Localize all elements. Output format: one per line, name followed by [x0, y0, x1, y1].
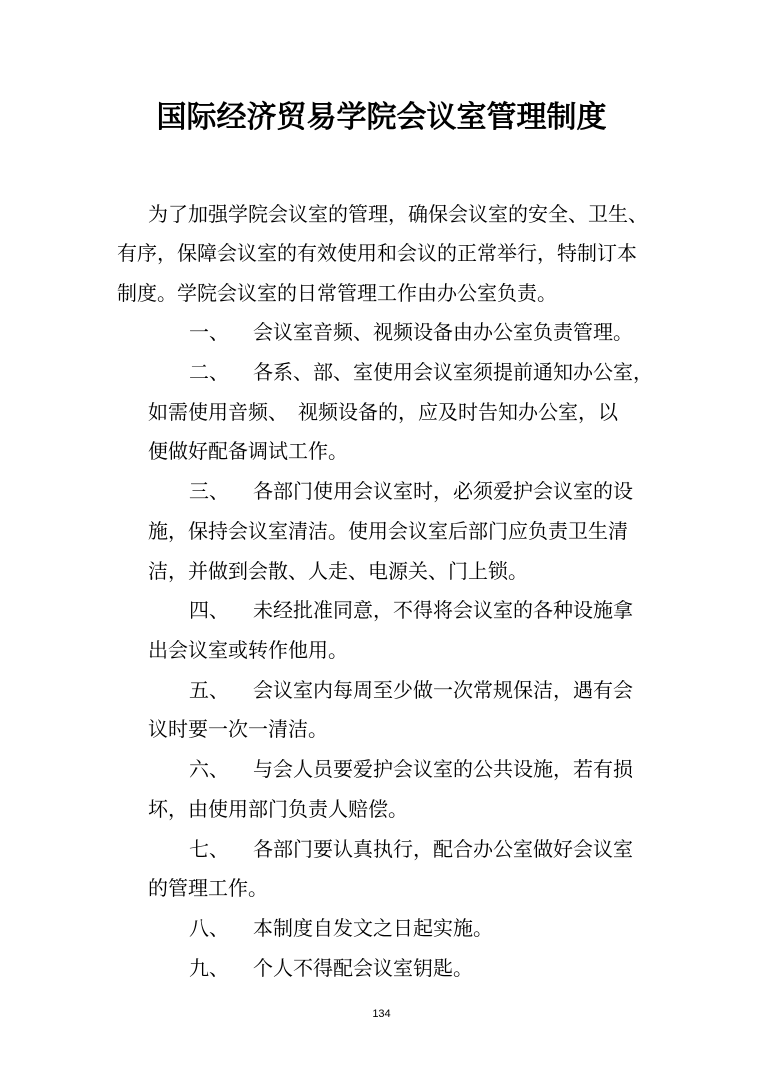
item-number: 四、	[189, 598, 229, 622]
item-4-line-2: 出会议室或转作他用。	[148, 638, 348, 662]
list-item-5	[189, 677, 633, 703]
page-number: 134	[372, 1008, 391, 1020]
list-item-1	[189, 319, 633, 345]
intro-line-1: 为了加强学院会议室的管理，确保会议室的安全、卫生、	[148, 202, 648, 226]
item-number: 三、	[189, 479, 229, 503]
item-text: 各部门使用会议室时，必须爱护会议室的设	[253, 479, 633, 503]
item-text: 本制度自发文之日起实施。	[253, 916, 493, 940]
item-number: 九、	[189, 956, 229, 980]
list-item-9	[189, 955, 473, 981]
item-number: 五、	[189, 678, 229, 702]
item-number: 六、	[189, 757, 229, 781]
item-text: 与会人员要爱护会议室的公共设施，若有损	[253, 757, 633, 781]
item-2-line-3: 便做好配备调试工作。	[148, 439, 348, 463]
list-item-7	[189, 836, 633, 862]
item-number: 二、	[189, 360, 229, 384]
item-3-line-3: 洁，并做到会散、人走、电源关、门上锁。	[148, 559, 528, 583]
intro-line-2: 有序，保障会议室的有效使用和会议的正常举行，特制订本	[117, 241, 637, 265]
list-item-2	[189, 359, 653, 385]
item-3-line-2: 施，保持会议室清洁。使用会议室后部门应负责卫生清	[148, 519, 628, 543]
page-title: 国际经济贸易学院会议室管理制度	[156, 100, 607, 135]
item-2-line-2: 如需使用音频、 视频设备的，应及时告知办公室，以	[148, 400, 618, 424]
item-number: 一、	[189, 320, 229, 344]
item-text: 各部门要认真执行，配合办公室做好会议室	[253, 837, 633, 861]
list-item-8	[189, 915, 493, 941]
intro-line-3: 制度。学院会议室的日常管理工作由办公室负责。	[117, 281, 557, 305]
list-item-4	[189, 597, 633, 623]
list-item-3	[189, 478, 633, 504]
item-number: 七、	[189, 837, 229, 861]
item-text: 各系、部、室使用会议室须提前通知办公室，	[253, 360, 653, 384]
item-text: 会议室音频、视频设备由办公室负责管理。	[253, 320, 633, 344]
list-item-6	[189, 756, 633, 782]
item-6-line-2: 坏，由使用部门负责人赔偿。	[148, 797, 408, 821]
item-text: 个人不得配会议室钥匙。	[253, 956, 473, 980]
item-text: 未经批准同意，不得将会议室的各种设施拿	[253, 598, 633, 622]
item-5-line-2: 议时要一次一清洁。	[148, 717, 328, 741]
item-text: 会议室内每周至少做一次常规保洁，遇有会	[253, 678, 633, 702]
item-number: 八、	[189, 916, 229, 940]
item-7-line-2: 的管理工作。	[148, 876, 268, 900]
